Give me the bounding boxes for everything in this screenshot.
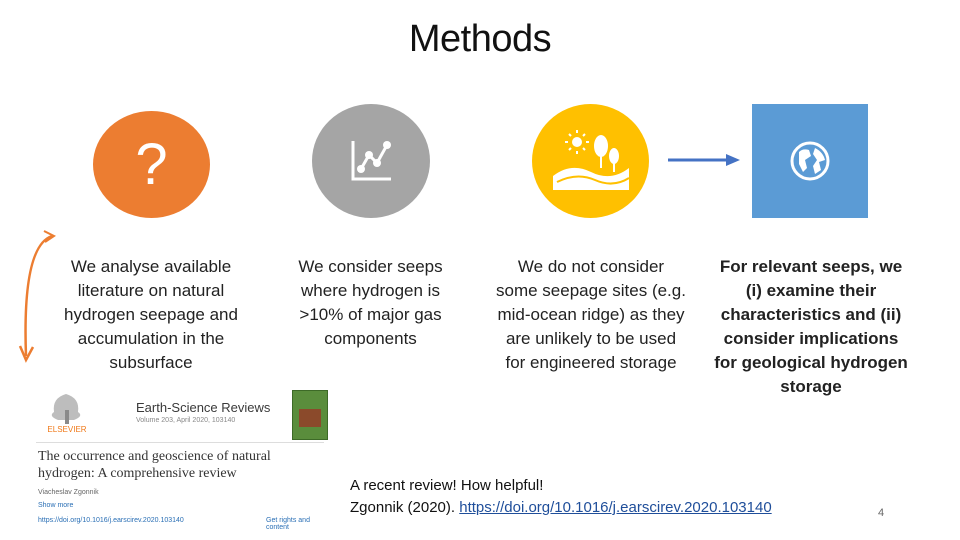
show-more-link[interactable]: Show more [38,502,74,509]
step-exclude-text [496,255,686,375]
arrow-right-icon [668,152,742,168]
paper-author[interactable]: Viacheslav Zgonnik [38,489,99,496]
paper-title: The occurrence and geoscience of natural hydrogen: A comprehensive review [38,449,271,481]
question-mark-glyph: ? [135,132,168,197]
globe-glyph [789,140,831,182]
question-icon [93,111,210,218]
landscape-icon [532,104,649,218]
step-consider-text: We consider seeps where hydrogen is >10% of major gas components [298,257,443,348]
paper-screenshot [30,384,328,534]
journal-cover [292,390,328,440]
elsevier-logo [38,390,96,434]
citation-doi-link[interactable]: https://doi.org/10.1016/j.earscirev.2020.103140 [459,499,772,516]
step-examine-text: For relevant seeps, we (i) examine their characteristics and (ii) consider implications for geological hydrogen storage [714,257,908,396]
curved-arrow-icon [18,226,58,376]
journal-volume: Volume 203, April 2020, 103140 [136,417,236,424]
paper-doi-link[interactable]: https://doi.org/10.1016/j.earscirev.2020.103140 [38,517,184,524]
journal-name: Earth-Science Reviews [136,400,271,415]
slide-title: Methods [408,18,552,60]
page-number: 4 [878,507,885,519]
rights-link[interactable]: Get rights and content [266,517,310,531]
review-note: A recent review! How helpful! [350,477,544,494]
step-exclude-emph: not [571,257,596,276]
publisher-label: ELSEVIER [47,425,87,434]
landscape-glyph [551,126,631,196]
step-exclude-text-b: consider some seepage sites (e.g. mid-ocean ridge) as they are unlikely to be used for engineered storage [496,257,686,372]
step-exclude-text-a: We do [517,257,572,276]
citation-text: Zgonnik (2020). [350,499,460,516]
divider [36,442,324,443]
citation [350,498,772,518]
line-chart-glyph [341,131,401,191]
step-analyse-text: We analyse available literature on natural hydrogen seepage and accumulation in the subsurface [64,257,238,372]
chart-icon [312,104,430,218]
globe-icon [752,104,868,218]
